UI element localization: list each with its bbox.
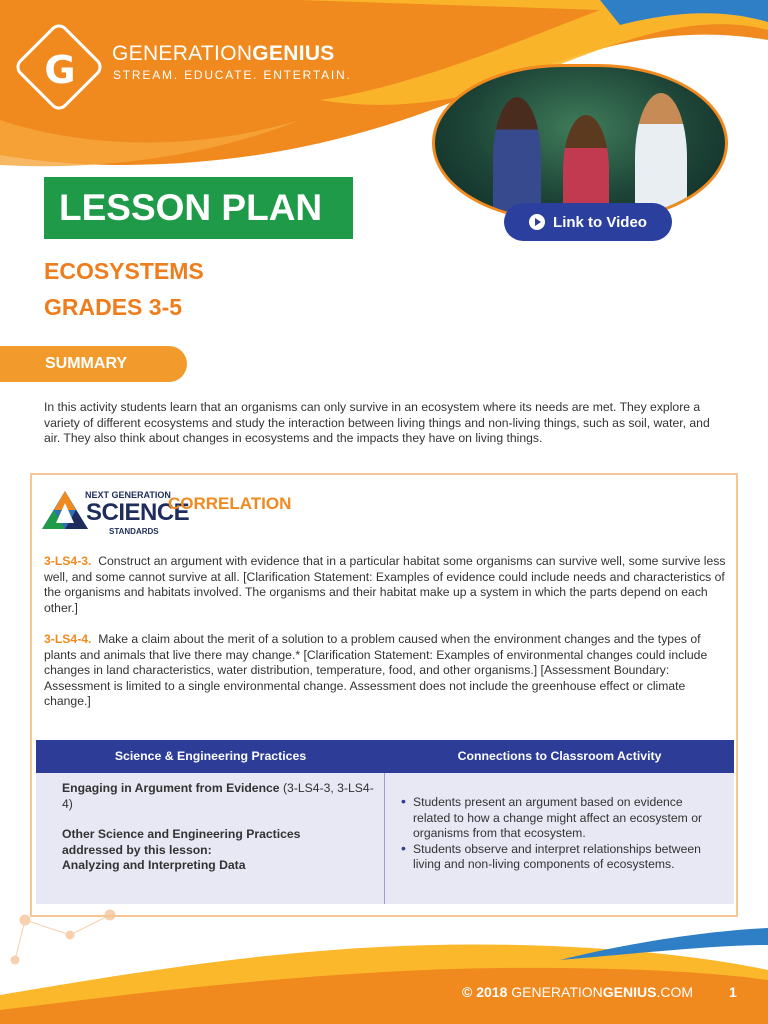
link-to-video-label: Link to Video — [553, 213, 647, 231]
standard-3-ls4-4 — [44, 632, 728, 710]
summary-text: In this activity students learn that an organisms can only survive in an ecosystem where its needs are met. They explore a variety of different ecosystems and study the interaction between living things and non-living things, such as soil, water, and air. They also think about changes in ecosystems and the impacts they have on living things. — [44, 400, 710, 446]
video-thumbnail[interactable] — [432, 64, 728, 222]
ngss-standards: STANDARDS — [109, 527, 159, 536]
standard-code: 3-LS4-4. — [44, 632, 92, 646]
footer-wave-band — [0, 900, 768, 1024]
ngss-logo-icon — [40, 489, 90, 539]
footer-copyright: © 2018 GENERATIONGENIUS.COM — [462, 984, 694, 1000]
correlation-title: CORRELATION — [168, 494, 292, 513]
grade-title: GRADES 3-5 — [44, 294, 183, 320]
lesson-plan-banner: LESSON PLAN — [44, 177, 353, 239]
logo-icon: G — [44, 48, 76, 92]
standard-3-ls4-3 — [44, 554, 728, 616]
practices-cell — [36, 773, 385, 904]
connections-cell — [385, 773, 734, 904]
ngss-next-generation: NEXT GENERATION — [85, 490, 171, 500]
ngss-science: SCIENCE — [86, 499, 190, 526]
brand-tagline: STREAM. EDUCATE. ENTERTAIN. — [113, 68, 352, 82]
header-practices: Science & Engineering Practices — [114, 749, 307, 763]
practice-codes: (3-LS4-3, 3-LS4-4) — [62, 781, 374, 811]
standard-text: Make a claim about the merit of a solution to a problem caused when the environment changes and the types of plants and animals that live there may change.* [Clarification Statement: Examples of environmental changes could include changes in land characteristics, water distribution, temperature, food, and other organisms.] [Assessment Boundary: Assessment is limited to a single environmental change. Assessment does not include the greenhouse effect or climate change.] — [44, 632, 708, 709]
connection-item: • Students present an argument based on evidence related to how a change might affect an ecosystem or organisms from that ecosystem. — [413, 795, 713, 842]
topic-title: ECOSYSTEMS — [44, 258, 204, 284]
practice-name: Engaging in Argument from Evidence — [62, 781, 280, 795]
play-icon — [529, 214, 545, 230]
summary-tab: SUMMARY — [0, 346, 187, 382]
other-practices-value: Analyzing and Interpreting Data — [62, 858, 246, 873]
brand-name: GENERATIONGENIUS — [112, 42, 335, 65]
standard-code: 3-LS4-3. — [44, 554, 92, 568]
header-connections: Connections to Classroom Activity — [457, 749, 662, 763]
other-practices-heading: Other Science and Engineering Practices addressed by this lesson: — [62, 827, 301, 857]
page-number: 1 — [729, 984, 737, 1000]
practices-table-header — [36, 740, 734, 773]
link-to-video-button[interactable] — [504, 203, 672, 241]
standard-text: Construct an argument with evidence that in a particular habitat some organisms can survive well, some survive less well, and some cannot survive at all. [Clarification Statement: Examples of evidence could include needs and characteristics of the organisms and habitats involved. The organisms and their habitat make up a system in which the parts depend on each other.] — [44, 554, 726, 615]
connection-item: • Students observe and interpret relationships between living and non-living components of ecosystems. — [413, 842, 713, 873]
practices-table-body — [36, 773, 734, 904]
